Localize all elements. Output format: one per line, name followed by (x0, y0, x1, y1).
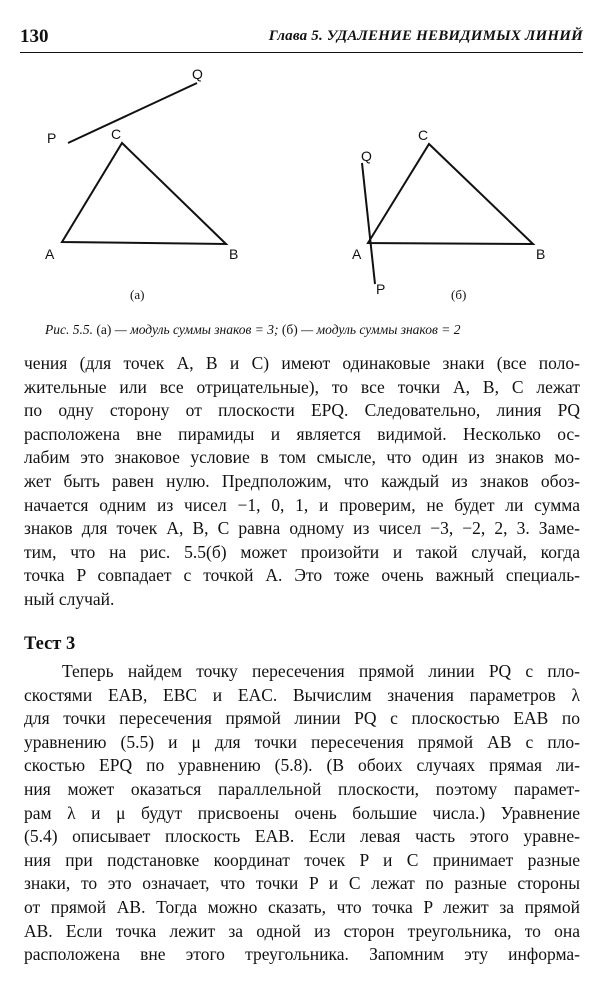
paragraph-1 (24, 352, 580, 612)
label-p-a: P (47, 130, 57, 146)
text-line: от прямой AB. Тогда можно сказать, что точка P лежит за прямой (24, 896, 580, 917)
caption-tag-a: (а) (130, 287, 145, 302)
text-line: (5.4) описывает плоскость EAB. Если левая часть этого уравне- (24, 826, 580, 847)
section-heading: Тест 3 (24, 634, 76, 654)
caption-tag-b: (б) (451, 287, 467, 302)
running-head: Глава 5. УДАЛЕНИЕ НЕВИДИМЫХ ЛИНИЙ (268, 28, 583, 44)
text-line: расположена вне этого треугольника. Запомним эту информа- (24, 944, 580, 965)
text-line: знаков для точек A, B, C равна одному из чисел −3, −2, 2, 3. Заме- (24, 518, 580, 539)
figure-5-5 (0, 60, 605, 310)
header-rule (20, 52, 583, 53)
label-b-a: B (229, 246, 239, 262)
label-q-a: Q (192, 66, 203, 82)
label-c-b: C (418, 127, 429, 143)
text-line: для точки пересечения прямой линии PQ с плоскостью EAB по (24, 708, 580, 729)
text-line: жет быть равен нулю. Предположим, что каждый из знаков обоз- (24, 470, 580, 491)
figure-caption (45, 322, 460, 338)
text-line: ния может оказаться параллельной плоскости, поэтому парамет- (24, 778, 580, 799)
text-line: рам λ и μ будут присвоены очень большие числа.) Уравнение (24, 802, 580, 823)
text-line: уравнению (5.5) и μ для точки пересечения прямой AB с пло- (24, 731, 580, 752)
label-a-b: A (352, 246, 362, 262)
segment-pq-a (68, 83, 197, 143)
label-q-b: Q (361, 148, 372, 164)
label-c-a: C (111, 126, 122, 142)
caption-ref: Рис. 5.5. (45, 322, 93, 337)
figure-a (45, 66, 238, 302)
segment-pq-b (362, 163, 375, 284)
text-line: знаки, то это означает, что точки P и C лежат по разные стороны (24, 873, 580, 894)
text-line: жительные или все отрицательные), то все точки A, B, C лежат (24, 376, 580, 397)
text-line: скостями EAB, EBC и EAC. Вычислим значения параметров λ (24, 684, 580, 705)
page-header (20, 26, 583, 50)
text-line: тим, что на рис. 5.5(б) может произойти и такой случай, когда (24, 541, 580, 562)
triangle-abc-b (368, 144, 533, 244)
text-line: по одну сторону от плоскости EPQ. Следовательно, линия PQ (24, 400, 580, 421)
text-line: скостью EPQ по уравнению (5.8). (В обоих случаях прямая ли- (24, 755, 580, 776)
page-number: 130 (20, 26, 49, 47)
label-b-b: B (536, 246, 546, 262)
text-line: AB. Если точка лежит за одной из сторон треугольника, то она (24, 920, 580, 941)
triangle-abc-a (62, 143, 226, 244)
caption-a-tag: (а) (96, 322, 112, 337)
text-line: ный случай. (24, 588, 115, 609)
text-line: ния при подстановке координат точек P и C принимает разные (24, 849, 580, 870)
label-p-b: P (376, 281, 386, 297)
text-line: точка P совпадает с точкой A. Это тоже очень важный специаль- (24, 565, 580, 586)
text-line: чения (для точек A, B и C) имеют одинаковые знаки (все поло- (24, 353, 580, 373)
figure-b (352, 127, 545, 302)
text-line: начается одним из чисел −1, 0, 1, и проверим, не будет ли сумма (24, 494, 580, 515)
caption-b-tag: (б) (281, 322, 298, 337)
text-line: Теперь найдем точку пересечения прямой линии PQ с пло- (62, 661, 580, 681)
text-line: лабим это знаковое условие в том смысле, что один из знаков мо- (24, 447, 580, 468)
label-a-a: A (45, 246, 55, 262)
caption-a-text: — модуль суммы знаков = 3; (111, 322, 279, 337)
text-line: расположена вне пирамиды и является видимой. Несколько ос- (24, 423, 580, 444)
caption-b-text: — модуль суммы знаков = 2 (297, 322, 461, 337)
paragraph-2 (24, 660, 580, 967)
